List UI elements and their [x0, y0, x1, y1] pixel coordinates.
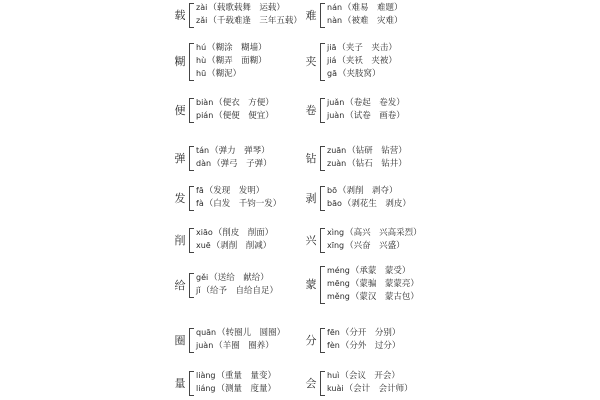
entry-1-4 [303, 185, 443, 211]
entry-0-1 [172, 42, 312, 81]
example-words: （便便 便宜） [214, 111, 274, 121]
example-words: （重量 量变） [216, 371, 277, 381]
reading-line [196, 158, 272, 170]
headword-character: 给 [174, 278, 186, 292]
example-words: （承蒙 蒙受） [350, 266, 411, 276]
reading-line [196, 185, 264, 197]
bracket-divider [320, 98, 325, 123]
reading-line [327, 97, 405, 109]
headword-character: 量 [174, 376, 186, 390]
headword-character: 糊 [174, 55, 186, 68]
bracket-divider [320, 146, 325, 171]
headword-character: 剥 [305, 191, 317, 205]
headword-character: 会 [305, 376, 317, 390]
right-column [303, 0, 443, 400]
entry-0-2 [172, 97, 312, 123]
pinyin: bāo [327, 199, 342, 208]
reading-line [196, 198, 281, 210]
pinyin: gā [327, 69, 337, 78]
reading-line [327, 240, 405, 252]
pinyin: quān [196, 328, 217, 337]
reading-line [327, 227, 422, 239]
pinyin: fà [196, 199, 204, 208]
bracket-divider [320, 266, 325, 304]
example-words: （夹袄 夹被） [337, 56, 397, 66]
pinyin: zài [196, 3, 208, 12]
headword-character: 发 [174, 191, 186, 205]
entry-1-2 [303, 97, 443, 123]
example-words: （千载难逢 三年五载） [208, 16, 302, 26]
example-words: （高兴 兴高采烈） [345, 228, 422, 238]
entry-0-7 [172, 327, 312, 353]
example-words: （羊圈 圈养） [214, 341, 274, 351]
headword-character: 圈 [174, 333, 186, 347]
pinyin: bō [327, 186, 337, 195]
example-words: （蒙骗 蒙蒙亮） [350, 279, 419, 289]
reading-line [327, 15, 403, 27]
example-words: （送给 献给） [209, 273, 269, 283]
bracket-divider [189, 371, 194, 396]
entry-1-1 [303, 42, 443, 81]
example-words: （便衣 方便） [214, 98, 274, 108]
example-words: （夹子 夹击） [337, 43, 397, 53]
pinyin: jiā [327, 43, 337, 52]
example-words: （被难 灾难） [343, 16, 403, 26]
pinyin: gěi [196, 273, 209, 282]
bracket-divider [189, 228, 194, 253]
reading-line [327, 2, 403, 14]
reading-line [327, 55, 397, 67]
reading-line [196, 285, 278, 297]
bracket-divider [189, 273, 194, 298]
pinyin: jiá [327, 56, 337, 65]
reading-line [196, 97, 274, 109]
pinyin: fēn [327, 328, 340, 337]
reading-line [196, 55, 267, 67]
entry-0-5 [172, 227, 312, 253]
pinyin: pián [196, 111, 214, 120]
headword-character: 钻 [305, 151, 317, 165]
example-words: （夹肢窝） [337, 69, 381, 79]
bracket-divider [320, 186, 325, 211]
headword-character: 难 [305, 8, 317, 22]
bracket-divider [320, 3, 325, 28]
reading-line [327, 145, 407, 157]
bracket-divider [320, 228, 325, 253]
pinyin: xuē [196, 241, 211, 250]
pinyin: juàn [327, 111, 345, 120]
reading-line [327, 291, 419, 303]
example-words: （会计 会计师） [344, 384, 413, 394]
bracket-divider [189, 328, 194, 353]
reading-line [196, 240, 271, 252]
headword-character: 弹 [174, 151, 186, 165]
left-column [172, 0, 312, 400]
reading-line [327, 42, 397, 54]
pinyin: kuài [327, 384, 344, 393]
headword-character: 卷 [305, 103, 317, 117]
bracket-divider [189, 3, 194, 28]
pinyin: xìng [327, 228, 345, 237]
entry-0-4 [172, 185, 312, 211]
pinyin: fā [196, 186, 204, 195]
reading-line [196, 42, 267, 54]
pinyin: biàn [196, 98, 214, 107]
pinyin: juǎn [327, 98, 345, 107]
example-words: （分外 过分） [340, 341, 401, 351]
headword-character: 削 [174, 233, 186, 247]
reading-line [327, 278, 419, 290]
example-words: （试卷 画卷） [345, 111, 405, 121]
example-words: （弹力 弹琴） [210, 146, 270, 156]
entry-1-3 [303, 145, 443, 171]
entry-0-0 [172, 2, 312, 28]
reading-line [327, 110, 405, 122]
example-words: （剥削 削减） [211, 241, 272, 251]
pinyin: tán [196, 146, 210, 155]
example-words: （糊弄 面糊） [207, 56, 267, 66]
reading-line [196, 145, 270, 157]
reading-line [196, 327, 285, 339]
reading-line [196, 383, 276, 395]
reading-line [327, 158, 407, 170]
example-words: （蒙汉 蒙古包） [350, 292, 419, 302]
reading-line [196, 272, 269, 284]
example-words: （载歌载舞 运载） [208, 3, 285, 13]
bracket-divider [320, 328, 325, 353]
example-words: （发现 发明） [204, 186, 265, 196]
reading-line [196, 340, 274, 352]
entry-0-8 [172, 370, 312, 396]
bracket-divider [189, 146, 194, 171]
pinyin: zuàn [327, 159, 347, 168]
example-words: （分开 分别） [340, 328, 401, 338]
pinyin: zǎi [196, 16, 208, 25]
reading-line [327, 340, 400, 352]
pinyin: huì [327, 371, 340, 380]
pinyin: dàn [196, 159, 212, 168]
example-words: （糊涂 糊墙） [207, 43, 267, 53]
reading-line [327, 327, 400, 339]
example-words: （白发 千钧一发） [204, 199, 282, 209]
reading-line [196, 68, 241, 80]
example-words: （会议 开会） [340, 371, 400, 381]
reading-line [327, 383, 413, 395]
pinyin: juàn [196, 341, 214, 350]
example-words: （剥削 剥夺） [337, 186, 398, 196]
pinyin: hú [196, 43, 207, 52]
pinyin: méng [327, 266, 350, 275]
entry-1-5 [303, 227, 443, 253]
pinyin: nàn [327, 16, 343, 25]
pinyin: fèn [327, 341, 340, 350]
reading-line [327, 68, 381, 80]
reading-line [196, 110, 274, 122]
bracket-divider [189, 98, 194, 123]
headword-character: 兴 [305, 233, 317, 247]
pinyin: liáng [196, 384, 216, 393]
entry-0-3 [172, 145, 312, 171]
headword-character: 载 [174, 8, 186, 22]
example-words: （转圈儿 圆圈） [217, 328, 286, 338]
pinyin: liàng [196, 371, 216, 380]
pinyin: xīng [327, 241, 345, 250]
reading-line [196, 2, 285, 14]
headword-character: 分 [305, 333, 317, 347]
pinyin: nán [327, 3, 343, 12]
headword-character: 夹 [305, 55, 317, 68]
example-words: （糊泥） [207, 69, 242, 79]
pinyin: jǐ [196, 286, 201, 295]
entry-1-7 [303, 327, 443, 353]
example-words: （兴奋 兴盛） [345, 241, 405, 251]
reading-line [327, 265, 410, 277]
headword-character: 便 [174, 103, 186, 117]
headword-character: 蒙 [305, 278, 317, 291]
pinyin: mēng [327, 279, 350, 288]
example-words: （剥花生 剥皮） [342, 199, 411, 209]
example-words: （削皮 削面） [213, 228, 274, 238]
bracket-divider [189, 43, 194, 81]
pinyin: xiāo [196, 228, 213, 237]
example-words: （钻石 钻井） [347, 159, 407, 169]
example-words: （弹弓 子弹） [212, 159, 272, 169]
example-words: （给予 自给自足） [201, 286, 278, 296]
reading-line [196, 370, 276, 382]
bracket-divider [320, 371, 325, 396]
reading-line [327, 198, 411, 210]
entry-1-0 [303, 2, 443, 28]
example-words: （测量 度量） [216, 384, 277, 394]
reading-line [196, 15, 302, 27]
pinyin: měng [327, 292, 350, 301]
bracket-divider [189, 186, 194, 211]
pinyin: hū [196, 69, 207, 78]
reading-line [196, 227, 273, 239]
pinyin: zuān [327, 146, 347, 155]
example-words: （钻研 钻营） [347, 146, 407, 156]
entry-1-6 [303, 265, 443, 304]
reading-line [327, 370, 400, 382]
example-words: （难易 难题） [343, 3, 403, 13]
example-words: （卷起 卷发） [345, 98, 405, 108]
pinyin: hù [196, 56, 207, 65]
entry-0-6 [172, 272, 312, 298]
bracket-divider [320, 43, 325, 81]
reading-line [327, 185, 398, 197]
entry-1-8 [303, 370, 443, 396]
